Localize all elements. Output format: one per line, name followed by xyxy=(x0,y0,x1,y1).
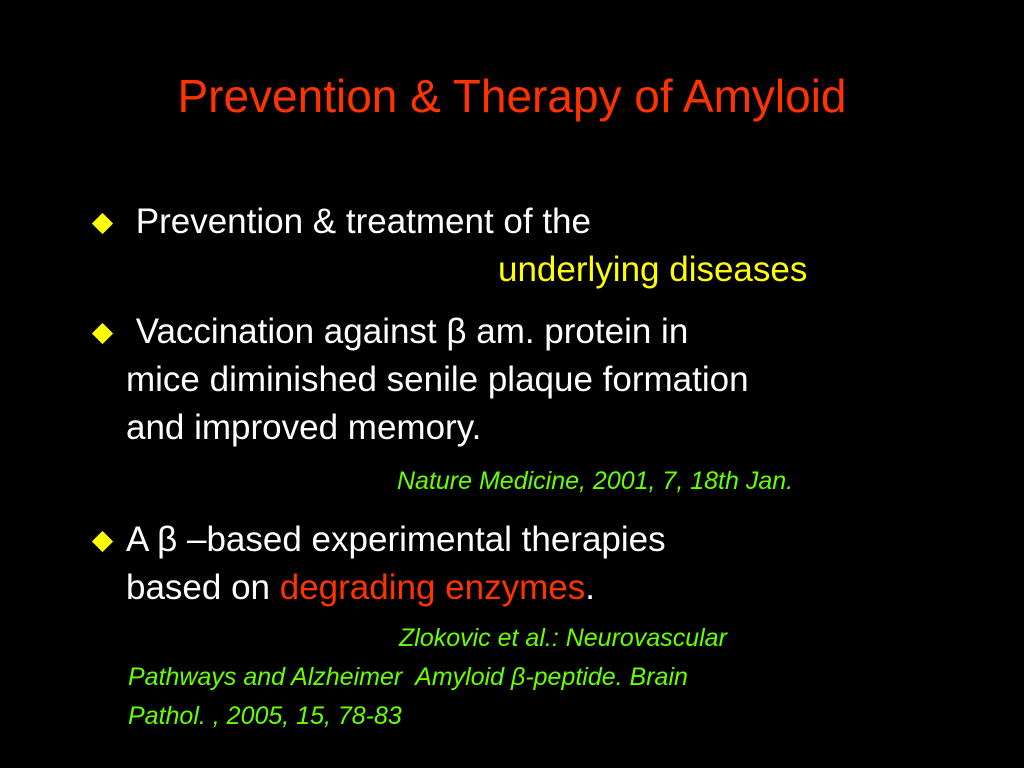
bullet-2-line-2: mice diminished senile plaque formation xyxy=(126,360,749,399)
diamond-bullet-icon xyxy=(92,323,113,344)
bullet-3-line-2-prefix: based on xyxy=(126,568,280,607)
bullet-3-line-2-suffix: . xyxy=(585,568,595,607)
bullet-3-line-2 xyxy=(126,567,595,609)
bullet-2-line-1: Vaccination against β am. protein in xyxy=(126,312,689,351)
bullet-3-citation-line-2: Pathways and Alzheimer Amyloid β-peptide. Brain xyxy=(128,663,688,691)
bullet-1-line-1: Prevention & treatment of the xyxy=(126,202,591,241)
bullet-3-highlight: degrading enzymes xyxy=(279,568,586,607)
slide-title: Prevention & Therapy of Amyloid xyxy=(177,70,847,122)
bullet-2-citation: Nature Medicine, 2001, 7, 18th Jan. xyxy=(397,467,794,495)
bullet-3-line-1: A β –based experimental therapies xyxy=(126,520,666,559)
bullet-2-line-3: and improved memory. xyxy=(126,408,482,447)
diamond-bullet-icon xyxy=(92,213,113,234)
bullet-3-citation-line-1: Zlokovic et al.: Neurovascular xyxy=(399,624,727,652)
diamond-bullet-icon xyxy=(92,531,113,552)
bullet-3-citation-line-3: Pathol. , 2005, 15, 78-83 xyxy=(128,702,402,730)
bullet-1-highlight: underlying diseases xyxy=(498,250,808,289)
